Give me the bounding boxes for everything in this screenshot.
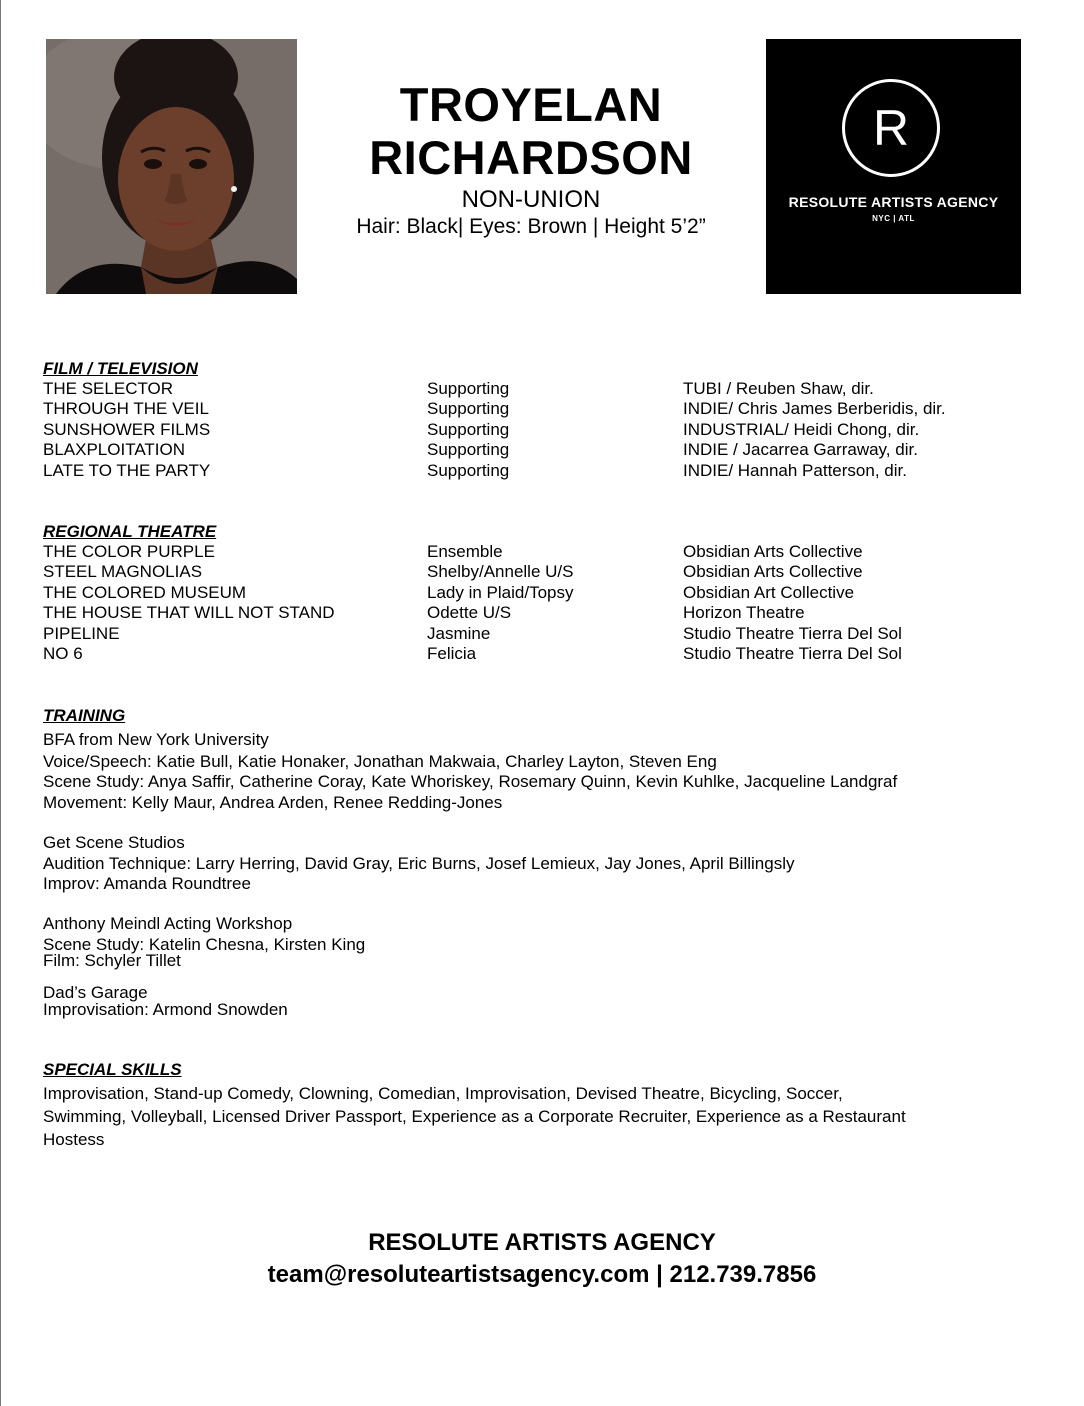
training-school: Dad’s Garage xyxy=(43,983,148,1003)
credit-row xyxy=(43,419,920,440)
credit-row xyxy=(43,623,902,644)
training-detail: Improv: Amanda Roundtree xyxy=(43,874,251,894)
logo-letter: R xyxy=(872,100,910,156)
credit-row xyxy=(43,562,863,582)
agency-logo xyxy=(766,39,1021,294)
credit-production: TUBI / Reuben Shaw, dir. xyxy=(683,379,874,398)
footer-contact: team@resoluteartistsagency.com | 212.739.7856 xyxy=(267,1261,817,1288)
section-heading: TRAINING xyxy=(43,706,126,725)
credit-production: INDUSTRIAL/ Heidi Chong, dir. xyxy=(683,419,920,439)
agency-footer xyxy=(0,1228,1084,1292)
credit-title: THE SELECTOR xyxy=(43,379,174,398)
resume-header xyxy=(330,78,732,240)
page-edge xyxy=(0,0,1,1406)
credit-title: SUNSHOWER FILMS xyxy=(43,419,211,439)
credit-production: Studio Theatre Tierra Del Sol xyxy=(683,643,902,663)
training-detail: Film: Schyler Tillet xyxy=(43,951,181,971)
logo-circle xyxy=(842,79,940,177)
credit-production: Obsidian Arts Collective xyxy=(683,542,863,561)
training-detail: Audition Technique: Larry Herring, David Gray, Eric Burns, Josef Lemieux, Jay Jones, April Billingsly xyxy=(43,853,795,873)
credit-row xyxy=(43,603,805,623)
credit-title: PIPELINE xyxy=(43,623,120,643)
skills-text: Improvisation, Stand-up Comedy, Clowning, Comedian, Improvisation, Devised Theatre, Bicycling, Soccer, Swimming, Volleyball, Licensed Driver Passport, Experience as a Corporate Recruiter, Experience as a Restaurant Hostess xyxy=(43,1084,906,1149)
credit-role: Supporting xyxy=(427,379,510,398)
section-heading: REGIONAL THEATRE xyxy=(43,522,217,541)
credit-role: Jasmine xyxy=(427,623,491,643)
training-detail: Improvisation: Armond Snowden xyxy=(43,1000,288,1020)
footer-agency-name: RESOLUTE ARTISTS AGENCY xyxy=(368,1229,716,1256)
credit-production: INDIE/ Chris James Berberidis, dir. xyxy=(683,399,946,419)
credit-title: STEEL MAGNOLIAS xyxy=(43,562,203,582)
credit-row xyxy=(43,542,863,562)
credit-title: BLAXPLOITATION xyxy=(43,440,186,460)
training-detail: Movement: Kelly Maur, Andrea Arden, Renee Redding-Jones xyxy=(43,792,503,812)
credit-title: THROUGH THE VEIL xyxy=(43,399,209,419)
credit-row xyxy=(43,399,946,419)
section-heading: SPECIAL SKILLS xyxy=(43,1060,182,1079)
training-school: Get Scene Studios xyxy=(43,833,185,853)
credit-role: Supporting xyxy=(427,399,510,419)
credit-production: Obsidian Arts Collective xyxy=(683,562,863,582)
credit-production: Studio Theatre Tierra Del Sol xyxy=(683,623,902,643)
training-detail: Voice/Speech: Katie Bull, Katie Honaker, Jonathan Makwaia, Charley Layton, Steven Eng xyxy=(43,752,717,771)
credit-production: Horizon Theatre xyxy=(683,603,805,623)
logo-agency-name: RESOLUTE ARTISTS AGENCY xyxy=(788,194,999,210)
credit-row xyxy=(43,643,902,664)
credit-title: THE HOUSE THAT WILL NOT STAND xyxy=(43,603,335,623)
training-school: BFA from New York University xyxy=(43,730,269,749)
skills-section xyxy=(43,1060,923,1151)
credit-title: THE COLOR PURPLE xyxy=(43,542,215,561)
physical-stats: Hair: Black| Eyes: Brown | Height 5’2” xyxy=(356,215,706,238)
film-tv-section xyxy=(43,359,946,481)
credit-production: INDIE/ Hannah Patterson, dir. xyxy=(683,460,907,480)
logo-cities: NYC | ATL xyxy=(872,214,915,223)
credit-role: Shelby/Annelle U/S xyxy=(427,562,574,582)
credit-role: Ensemble xyxy=(427,542,503,561)
credit-row xyxy=(43,460,907,481)
credit-production: Obsidian Art Collective xyxy=(683,582,855,602)
credit-row xyxy=(43,379,874,399)
first-name: TROYELAN xyxy=(399,78,663,131)
credit-title: NO 6 xyxy=(43,643,83,663)
training-section xyxy=(43,706,897,1018)
credit-title: LATE TO THE PARTY xyxy=(43,460,211,480)
credit-role: Lady in Plaid/Topsy xyxy=(427,582,574,602)
credit-role: Felicia xyxy=(427,643,477,663)
section-heading: FILM / TELEVISION xyxy=(43,359,198,378)
headshot-photo xyxy=(46,39,297,294)
credit-role: Odette U/S xyxy=(427,603,512,623)
credit-production: INDIE / Jacarrea Garraway, dir. xyxy=(683,440,918,460)
credit-row xyxy=(43,582,855,603)
last-name: RICHARDSON xyxy=(369,131,693,184)
credit-role: Supporting xyxy=(427,440,510,460)
training-school: Anthony Meindl Acting Workshop xyxy=(43,914,293,934)
union-status: NON-UNION xyxy=(461,186,601,213)
training-detail: Scene Study: Katelin Chesna, Kirsten King xyxy=(43,934,366,954)
credit-row xyxy=(43,440,918,460)
credit-role: Supporting xyxy=(427,419,510,439)
training-detail: Scene Study: Anya Saffir, Catherine Coray, Kate Whoriskey, Rosemary Quinn, Kevin Kuhlke, Jacqueline Landgraf xyxy=(43,772,898,792)
credit-title: THE COLORED MUSEUM xyxy=(43,582,247,602)
credit-role: Supporting xyxy=(427,460,510,480)
theatre-section xyxy=(43,522,902,664)
